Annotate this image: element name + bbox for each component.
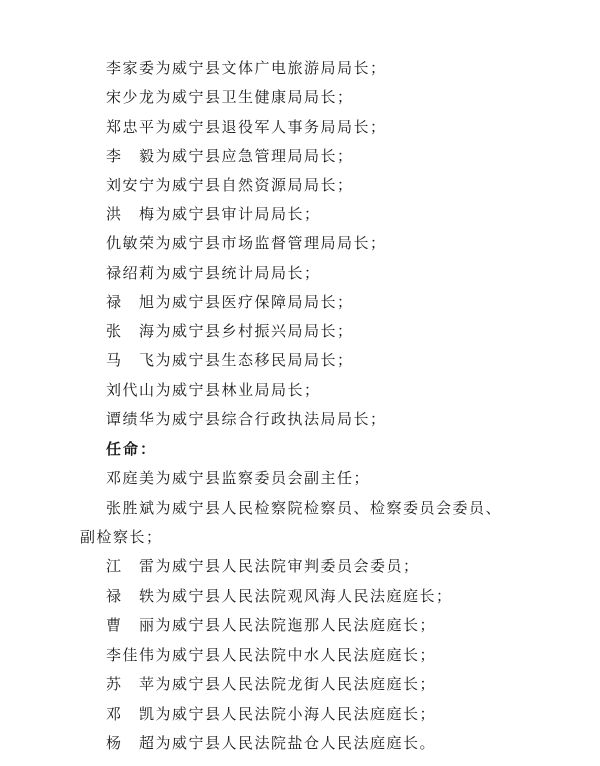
appointment-line: 李家委为威宁县文体广电旅游局局长； (106, 59, 387, 77)
appointment-line: 禄绍莉为威宁县统计局局长； (106, 264, 321, 282)
appointment-line: 马 飞为威宁县生态移民局局长； (106, 351, 354, 369)
appointment-line: 张胜斌为威宁县人民检察院检察员、检察委员会委员、 (106, 499, 503, 517)
appointment-line: 曹 丽为威宁县人民法院迤那人民法庭庭长； (106, 616, 437, 634)
appointment-line: 刘安宁为威宁县自然资源局局长； (106, 176, 354, 194)
appointment-line: 禄 旭为威宁县医疗保障局局长； (106, 293, 354, 311)
appointment-line: 李 毅为威宁县应急管理局局长； (106, 147, 354, 165)
section-heading: 任命： (106, 440, 158, 458)
appointment-line: 苏 苹为威宁县人民法院龙街人民法庭庭长； (106, 675, 437, 693)
appointment-line: 李佳伟为威宁县人民法院中水人民法庭庭长； (106, 646, 437, 664)
appointment-line: 宋少龙为威宁县卫生健康局局长； (106, 88, 354, 106)
appointment-line: 刘代山为威宁县林业局局长； (106, 381, 321, 399)
appointment-line: 郑忠平为威宁县退役军人事务局局长； (106, 118, 387, 136)
appointment-line: 洪 梅为威宁县审计局局长； (106, 205, 321, 223)
appointment-line: 邓庭美为威宁县监察委员会副主任； (106, 469, 371, 487)
appointment-line: 张 海为威宁县乡村振兴局局长； (106, 322, 354, 340)
appointment-line: 仇敏荣为威宁县市场监督管理局局长； (106, 234, 387, 252)
appointment-line: 邓 凯为威宁县人民法院小海人民法庭庭长； (106, 705, 437, 723)
appointment-line: 禄 轶为威宁县人民法院观风海人民法庭庭长； (106, 587, 453, 605)
appointment-line: 江 雷为威宁县人民法院审判委员会委员； (106, 557, 420, 575)
appointment-line-continuation: 副检察长； (80, 528, 163, 546)
appointment-line: 杨 超为威宁县人民法院盐仓人民法庭庭长。 (106, 734, 437, 752)
appointment-line: 谭绩华为威宁县综合行政执法局局长； (106, 410, 387, 428)
